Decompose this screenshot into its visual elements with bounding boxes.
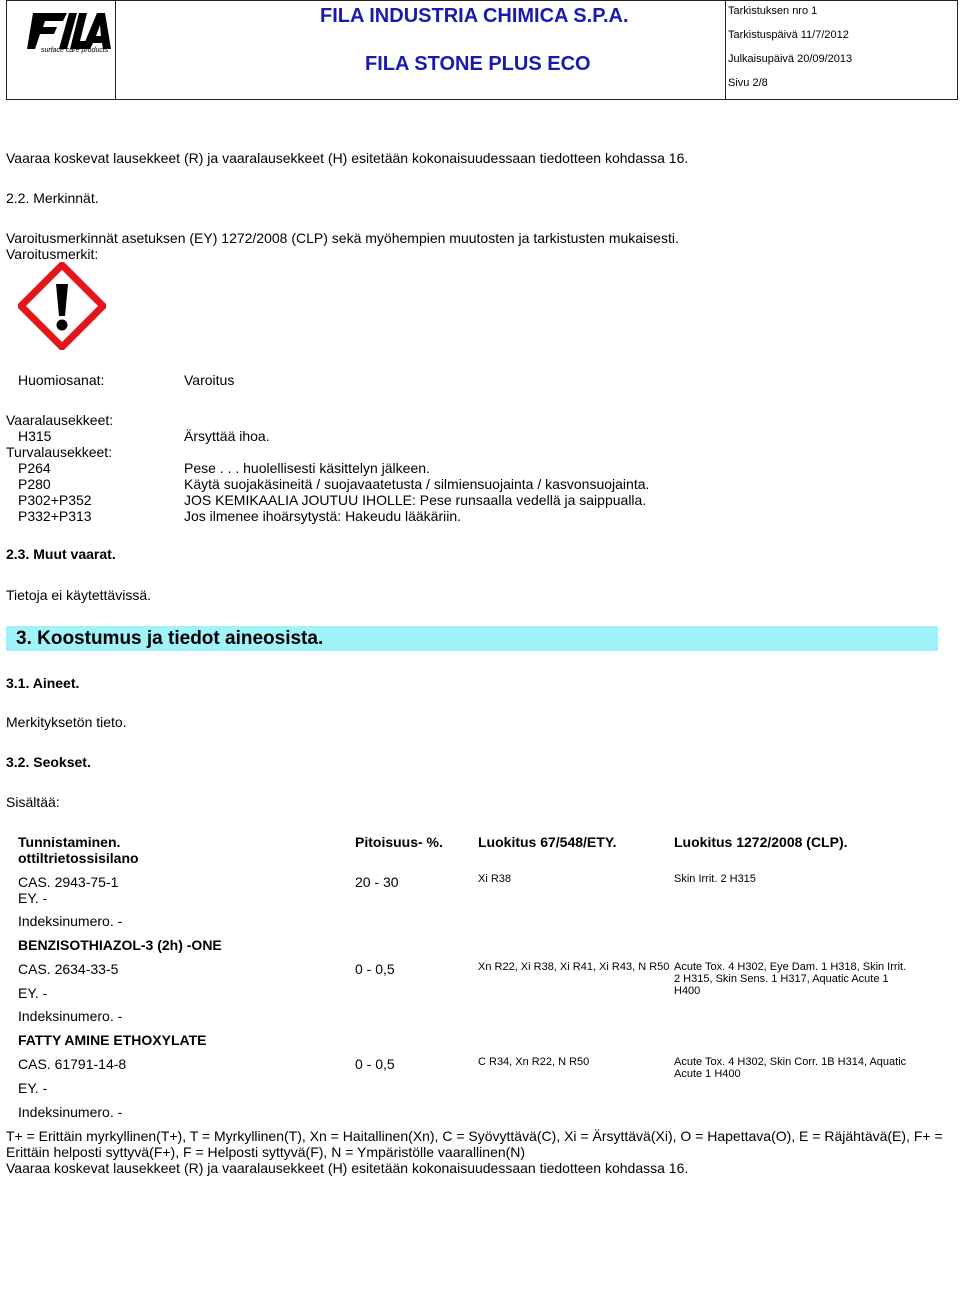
precaution-text: Pese . . . huolellisesti käsittelyn jälkeen. bbox=[184, 460, 430, 476]
ey-number: EY. - bbox=[18, 1080, 48, 1096]
abbreviation-legend: T+ = Erittäin myrkyllinen(T+), T = Myrkyllinen(T), Xn = Haitallinen(Xn), C = Syövyttävä(C), Xi = Ärsyttävä(Xi), O = Hapettava(O), E = Räjähtävä(E), F+ = Erittäin helposti syttyvä(F+), F = Helposti syttyvä(F), N = Ympäristölle vaarallinen(N) bbox=[6, 1128, 943, 1160]
section-3-1-heading: 3.1. Aineet. bbox=[6, 675, 80, 691]
classification-67-548: Xi R38 bbox=[478, 873, 512, 885]
classification-67-548: C R34, Xn R22, N R50 bbox=[478, 1056, 590, 1068]
column-header-classification-67-548: Luokitus 67/548/ETY. bbox=[478, 834, 617, 850]
revision-number: Tarkistuksen nro 1 bbox=[728, 5, 818, 17]
substance-name: ottiltrietossisilano bbox=[18, 850, 139, 866]
product-name: FILA STONE PLUS ECO bbox=[365, 53, 591, 75]
revision-date: Tarkistuspäivä 11/7/2012 bbox=[728, 29, 849, 41]
classification-67-548: Xn R22, Xi R38, Xi R41, Xi R43, N R50 bbox=[478, 961, 670, 973]
ghs-exclamation-pictogram-icon bbox=[18, 262, 106, 353]
signal-word-value: Varoitus bbox=[184, 372, 235, 388]
pictograms-label: Varoitusmerkit: bbox=[6, 246, 99, 262]
contains-label: Sisältää: bbox=[6, 794, 60, 810]
precaution-code: P264 bbox=[18, 460, 51, 476]
concentration: 0 - 0,5 bbox=[355, 1056, 395, 1072]
precautionary-statements-label: Turvalausekkeet: bbox=[6, 444, 113, 460]
precaution-text: Jos ilmenee ihoärsytystä: Hakeudu lääkäriin. bbox=[184, 508, 462, 524]
substance-name: FATTY AMINE ETHOXYLATE bbox=[18, 1032, 207, 1048]
clp-statement: Varoitusmerkinnät asetuksen (EY) 1272/2008 (CLP) sekä myöhempien muutosten ja tarkistusten mukaisesti. bbox=[6, 230, 679, 246]
precaution-code: P302+P352 bbox=[18, 492, 92, 508]
signal-word-label: Huomiosanat: bbox=[18, 372, 105, 388]
classification-1272: Acute Tox. 4 H302, Eye Dam. 1 H318, Skin Irrit. 2 H315, Skin Sens. 1 H317, Aquatic Acute 1 H400 bbox=[674, 961, 907, 997]
footer-note: Vaaraa koskevat lausekkeet (R) ja vaaralausekkeet (H) esitetään kokonaisuudessaan tiedotteen kohdassa 16. bbox=[6, 1160, 689, 1176]
cas-number: CAS. 61791-14-8 bbox=[18, 1056, 127, 1072]
document-header bbox=[6, 0, 958, 100]
page-number: Sivu 2/8 bbox=[728, 77, 768, 89]
ey-number: EY. - bbox=[18, 890, 48, 906]
logo-subtitle: surface care products bbox=[41, 47, 109, 54]
company-name: FILA INDUSTRIA CHIMICA S.P.A. bbox=[320, 5, 629, 27]
precaution-text: Käytä suojakäsineitä / suojavaatetusta / silmiensuojainta / kasvonsuojainta. bbox=[184, 476, 650, 492]
section-3-title: 3. Koostumus ja tiedot aineosista. bbox=[16, 628, 324, 649]
classification-1272: Acute Tox. 4 H302, Skin Corr. 1B H314, Aquatic Acute 1 H400 bbox=[674, 1056, 907, 1080]
hazard-text: Ärsyttää ihoa. bbox=[184, 428, 270, 444]
ey-number: EY. - bbox=[18, 985, 48, 1001]
cas-number: CAS. 2634-33-5 bbox=[18, 961, 119, 977]
precaution-text: JOS KEMIKAALIA JOUTUU IHOLLE: Pese runsaalla vedellä ja saippualla. bbox=[184, 492, 647, 508]
publish-date: Julkaisupäivä 20/09/2013 bbox=[728, 53, 853, 65]
section-2-3-heading: 2.3. Muut vaarat. bbox=[6, 546, 116, 562]
hazard-statements-label: Vaaralausekkeet: bbox=[6, 412, 114, 428]
index-number: Indeksinumero. - bbox=[18, 913, 123, 929]
precaution-code: P332+P313 bbox=[18, 508, 92, 524]
intro-note: Vaaraa koskevat lausekkeet (R) ja vaaralausekkeet (H) esitetään kokonaisuudessaan tiedotteen kohdassa 16. bbox=[6, 150, 689, 166]
other-hazards-text: Tietoja ei käytettävissä. bbox=[6, 587, 151, 603]
column-header-concentration: Pitoisuus- %. bbox=[355, 834, 443, 850]
hazard-code: H315 bbox=[18, 428, 52, 444]
index-number: Indeksinumero. - bbox=[18, 1104, 123, 1120]
cas-number: CAS. 2943-75-1 bbox=[18, 874, 119, 890]
section-2-2-heading: 2.2. Merkinnät. bbox=[6, 190, 99, 206]
concentration: 20 - 30 bbox=[355, 874, 399, 890]
column-header-classification-1272: Luokitus 1272/2008 (CLP). bbox=[674, 834, 848, 850]
substances-text: Merkityksetön tieto. bbox=[6, 714, 127, 730]
header-divider bbox=[725, 1, 726, 100]
header-divider bbox=[115, 1, 116, 100]
precaution-code: P280 bbox=[18, 476, 51, 492]
classification-1272: Skin Irrit. 2 H315 bbox=[674, 873, 756, 885]
column-header-identification: Tunnistaminen. bbox=[18, 834, 121, 850]
index-number: Indeksinumero. - bbox=[18, 1008, 123, 1024]
concentration: 0 - 0,5 bbox=[355, 961, 395, 977]
section-3-2-heading: 3.2. Seokset. bbox=[6, 754, 91, 770]
substance-name: BENZISOTHIAZOL-3 (2h) -ONE bbox=[18, 937, 222, 953]
